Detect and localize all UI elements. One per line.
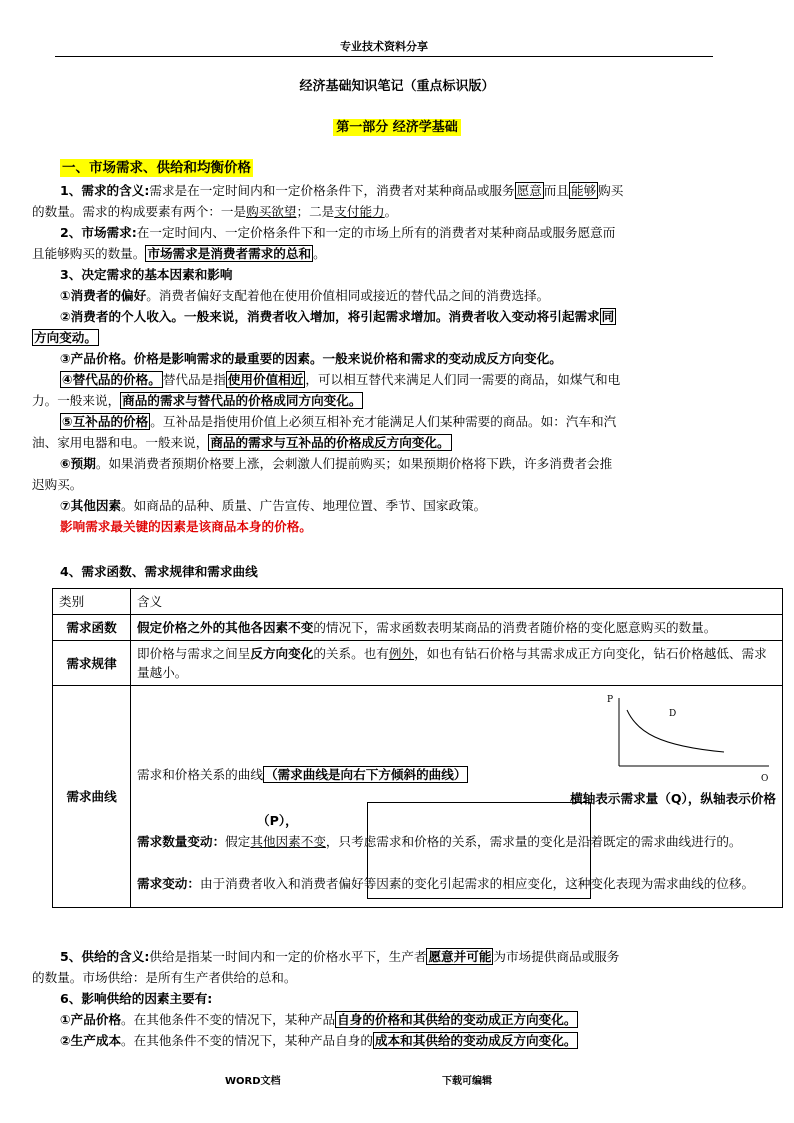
table-row bbox=[53, 641, 783, 686]
section4-heading: 4、需求函数、需求规律和需求曲线 bbox=[60, 564, 258, 579]
r2-text-e: ，如也有钻石价格与其需求成正方向变化，钻石价格越低、需求量越小。 bbox=[137, 646, 767, 680]
factor-expectation bbox=[32, 453, 780, 474]
para-supply-definition-2: 的数量。市场供给：是所有生产者供给的总和。 bbox=[32, 970, 297, 985]
f5-line2a: 油、家用电器和电。一般来说， bbox=[32, 435, 209, 450]
f6-label: ⑥预期 bbox=[60, 456, 96, 471]
para-demand-definition-2 bbox=[32, 201, 780, 222]
f7-text: 。如商品的品种、质量、广告宣传、地理位置、季节、国家政策。 bbox=[121, 498, 487, 513]
row-demand-function-content bbox=[131, 615, 783, 641]
table-row bbox=[53, 686, 783, 908]
p2-box: 市场需求是消费者需求的总和 bbox=[147, 246, 312, 261]
r1-bold: 假定价格之外的其他各因素不变 bbox=[137, 620, 314, 635]
row-demand-curve-content bbox=[131, 686, 783, 908]
footer-right: 下载可编辑 bbox=[442, 1076, 492, 1087]
supply-factor-cost bbox=[32, 1030, 780, 1051]
r2-text-a: 即价格与需求之间呈 bbox=[137, 646, 251, 661]
key-factor-note: 影响需求最关键的因素是该商品本身的价格。 bbox=[60, 519, 312, 534]
factor-substitute bbox=[32, 369, 780, 390]
p1-underline-desire: 购买欲望 bbox=[246, 204, 297, 219]
row-demand-law-label: 需求规律 bbox=[53, 641, 131, 686]
table-header-row bbox=[53, 589, 783, 615]
r3-label1: 需求数量变动： bbox=[137, 834, 226, 849]
section1-title-text: 一、市场需求、供给和均衡价格 bbox=[62, 160, 251, 176]
s2-text: 。在其他条件不变的情况下，某种产品自身的 bbox=[121, 1033, 373, 1048]
r3-text2: 由于消费者收入和消费者偏好等因素的变化引起需求的相应变化，这种变化表现为需求曲线的位移。 bbox=[199, 876, 755, 891]
f5-box-title: ⑤互补品的价格 bbox=[62, 414, 149, 429]
page-header: 专业技术资料分享 bbox=[55, 38, 713, 57]
p1-label: 1、需求的含义: bbox=[60, 183, 150, 198]
r3-underline: 其他因素不变 bbox=[250, 834, 326, 849]
factor-complement-2 bbox=[32, 432, 780, 453]
r3-text1a: 假定 bbox=[225, 834, 251, 849]
factor-price: ③产品价格。价格是影响需求的最重要的因素。一般来说价格和需求的变动成反方向变化。 bbox=[60, 351, 562, 366]
p5-label: 5、供给的含义: bbox=[60, 949, 150, 964]
s2-label: ②生产成本 bbox=[60, 1033, 122, 1048]
f5-text-a: 。互补品是指使用价值上必须互相补充才能满足人们某种需要的商品。如：汽车和汽 bbox=[150, 414, 617, 429]
row-demand-curve-label: 需求曲线 bbox=[53, 686, 131, 908]
f1-label: ①消费者的偏好 bbox=[60, 288, 147, 303]
r3-axis-note: 横轴表示需求量（Q），纵轴表示价格 bbox=[570, 791, 776, 806]
demand-curve-chart bbox=[589, 686, 794, 781]
f4-line2a: 力。一般来说， bbox=[32, 393, 121, 408]
r2-underline-exception: 例外 bbox=[388, 646, 415, 661]
s1-text: 。在其他条件不变的情况下，某种产品 bbox=[121, 1012, 336, 1027]
factor-substitute-2 bbox=[32, 390, 780, 411]
r3-text: 需求和价格关系的曲线 bbox=[137, 767, 263, 782]
s2-box: 成本和其供给的变动成反方向变化。 bbox=[374, 1033, 577, 1048]
f2-box: 同 bbox=[601, 309, 615, 324]
p2-label: 2、市场需求: bbox=[60, 225, 137, 240]
part-title bbox=[0, 116, 794, 135]
p1-box-willing: 愿意 bbox=[516, 183, 542, 198]
r3-p-note: （P）， bbox=[257, 813, 298, 828]
p2-line2a: 且能够购买的数量。 bbox=[32, 246, 146, 261]
f2-line2-box: 方向变动。 bbox=[34, 330, 97, 345]
f4-box-conclusion: 商品的需求与替代品的价格成同方向变化。 bbox=[122, 393, 362, 408]
p1-text-c: 购买 bbox=[598, 183, 624, 198]
para-market-demand bbox=[32, 222, 780, 243]
r3-curve-line bbox=[137, 765, 468, 784]
document-title: 经济基础知识笔记（重点标识版） bbox=[299, 79, 495, 94]
row-demand-law-content bbox=[131, 641, 783, 686]
r2-text-c: 的关系。也有 bbox=[313, 646, 389, 661]
p5-text-b: 为市场提供商品或服务 bbox=[493, 949, 620, 964]
chart-p-label: P bbox=[607, 695, 614, 705]
p1-text: 需求是在一定时间内和一定价格条件下，消费者对某种商品或服务 bbox=[149, 183, 515, 198]
part-title-text: 第一部分 经济学基础 bbox=[333, 119, 461, 136]
r3-label2: 需求变动： bbox=[137, 876, 200, 891]
table-row bbox=[53, 615, 783, 641]
supply-factor-price bbox=[32, 1009, 780, 1030]
para-supply-factors: 6、影响供给的因素主要有: bbox=[60, 991, 213, 1006]
factor-preference bbox=[32, 285, 780, 306]
demand-table bbox=[52, 588, 783, 908]
f7-label: ⑦其他因素 bbox=[60, 498, 122, 513]
chart-d-label: D bbox=[669, 709, 677, 719]
factor-complement bbox=[32, 411, 780, 432]
table-header-category: 类别 bbox=[53, 589, 131, 615]
table-header-meaning: 含义 bbox=[131, 589, 783, 615]
r3-quantity-change bbox=[137, 831, 777, 852]
s1-box: 自身的价格和其供给的变动成正方向变化。 bbox=[337, 1012, 577, 1027]
p5-text-a: 供给是指某一时间内和一定的价格水平下，生产者 bbox=[149, 949, 427, 964]
f4-text-b: ，可以相互替代来满足人们同一需要的商品，如煤气和电 bbox=[305, 372, 621, 387]
para-factors-heading: 3、决定需求的基本因素和影响 bbox=[60, 267, 233, 282]
chart-q-label: Q bbox=[761, 774, 769, 781]
f5-box-conclusion: 商品的需求与互补品的价格成反方向变化。 bbox=[210, 435, 450, 450]
para-supply-definition bbox=[32, 946, 780, 967]
p1-line2c: 。 bbox=[384, 204, 398, 219]
p1-underline-ability: 支付能力 bbox=[334, 204, 385, 219]
f4-text-a: 替代品是指 bbox=[162, 372, 226, 387]
p5-box: 愿意并可能 bbox=[428, 949, 492, 964]
row-demand-function-label: 需求函数 bbox=[53, 615, 131, 641]
r3-box: （需求曲线是向右下方倾斜的曲线） bbox=[264, 767, 467, 782]
f4-box-title: ④替代品的价格。 bbox=[62, 372, 161, 387]
p2-line2b: 。 bbox=[313, 246, 326, 261]
f6-text: 。如果消费者预期价格要上涨，会刺激人们提前购买；如果预期价格将下跌，许多消费者会推 bbox=[95, 456, 613, 471]
factor-expectation-2: 迟购买。 bbox=[32, 477, 83, 492]
p2-text: 在一定时间内、一定价格条件下和一定的市场上所有的消费者对某种商品或服务愿意而 bbox=[136, 225, 616, 240]
p1-box-able: 能够 bbox=[570, 183, 597, 198]
f1-text: 。消费者偏好支配着他在使用价值相同或接近的替代品之间的消费选择。 bbox=[146, 288, 550, 303]
s1-label: ①产品价格 bbox=[60, 1012, 122, 1027]
f4-box-similar-use: 使用价值相近 bbox=[227, 372, 304, 387]
r3-text1b: ，只考虑需求和价格的关系，需求量的变化是沿着既定的需求曲线进行的。 bbox=[325, 834, 742, 849]
p1-line2b: ；二是 bbox=[296, 204, 335, 219]
r1-text: 的情况下，需求函数表明某商品的消费者随价格的变化愿意购买的数量。 bbox=[313, 620, 717, 635]
factor-income-2 bbox=[32, 327, 780, 348]
f2-text: ②消费者的个人收入。一般来说，消费者收入增加，将引起需求增加。消费者收入变动将引起需求 bbox=[60, 309, 600, 324]
footer-left: WORD文档 bbox=[225, 1076, 281, 1087]
p1-line2a: 的数量。需求的构成要素有两个：一是 bbox=[32, 204, 247, 219]
section1-title bbox=[60, 156, 253, 176]
factor-other bbox=[32, 495, 780, 516]
r3-demand-change bbox=[137, 873, 777, 894]
para-market-demand-2 bbox=[32, 243, 780, 264]
r2-bold: 反方向变化 bbox=[250, 646, 314, 661]
para-demand-definition bbox=[32, 180, 780, 201]
factor-income bbox=[32, 306, 780, 327]
p1-text-b: 而且 bbox=[543, 183, 569, 198]
